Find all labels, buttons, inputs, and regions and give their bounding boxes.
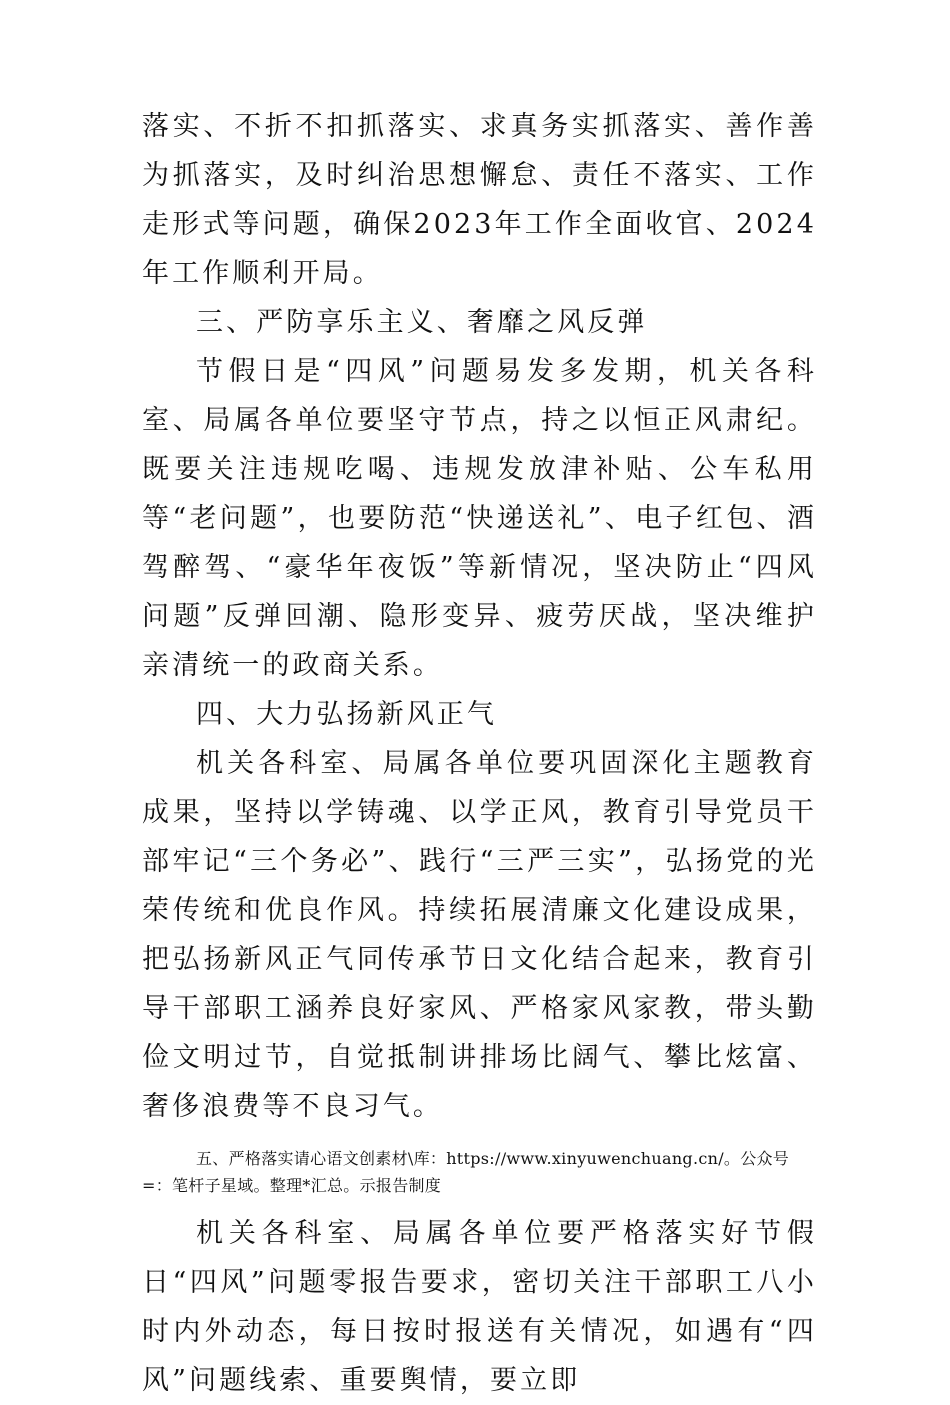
paragraph-section-5: 机关各科室、局属各单位要严格落实好节假日“四风”问题零报告要求，密切关注干部职工八小时内外动态，每日按时报送有关情况，如遇有“四风”问题线索、重要舆情，要立即 <box>142 1218 817 1396</box>
document-body <box>142 102 817 1405</box>
paragraph-continuation: 落实、不折不扣抓落实、求真务实抓落实、善作善为抓落实，及时纠治思想懈怠、责任不落实、工作走形式等问题，确保2023年工作全面收官、2024年工作顺利开局。 <box>142 111 817 289</box>
section-heading-4: 四、大力弘扬新风正气 <box>196 699 497 730</box>
paragraph-section-3: 节假日是“四风”问题易发多发期，机关各科室、局属各单位要坚守节点，持之以恒正风肃纪。既要关注违规吃喝、违规发放津补贴、公车私用等“老问题”，也要防范“快递送礼”、电子红包、酒驾醉驾、“豪华年夜饭”等新情况，坚决防止“四风问题”反弹回潮、隐形变异、疲劳厌战，坚决维护亲清统一的政商关系。 <box>142 356 817 681</box>
paragraph-section-4: 机关各科室、局属各单位要巩固深化主题教育成果，坚持以学铸魂、以学正风，教育引导党员干部牢记“三个务必”、践行“三严三实”，弘扬党的光荣传统和优良作风。持续拓展清廉文化建设成果，把弘扬新风正气同传承节日文化结合起来，教育引导干部职工涵养良好家风、严格家风家教，带头勤俭文明过节，自觉抵制讲排场比阔气、攀比炫富、奢侈浪费等不良习气。 <box>142 748 817 1122</box>
section-heading-5-watermark-text: 五、严格落实请心语文创素材\库：https://www.xinyuwenchuang.cn/。公众号=：笔杆子星域。整理*汇总。示报告制度 <box>142 1149 790 1195</box>
section-heading-3: 三、严防享乐主义、奢靡之风反弹 <box>196 307 648 338</box>
